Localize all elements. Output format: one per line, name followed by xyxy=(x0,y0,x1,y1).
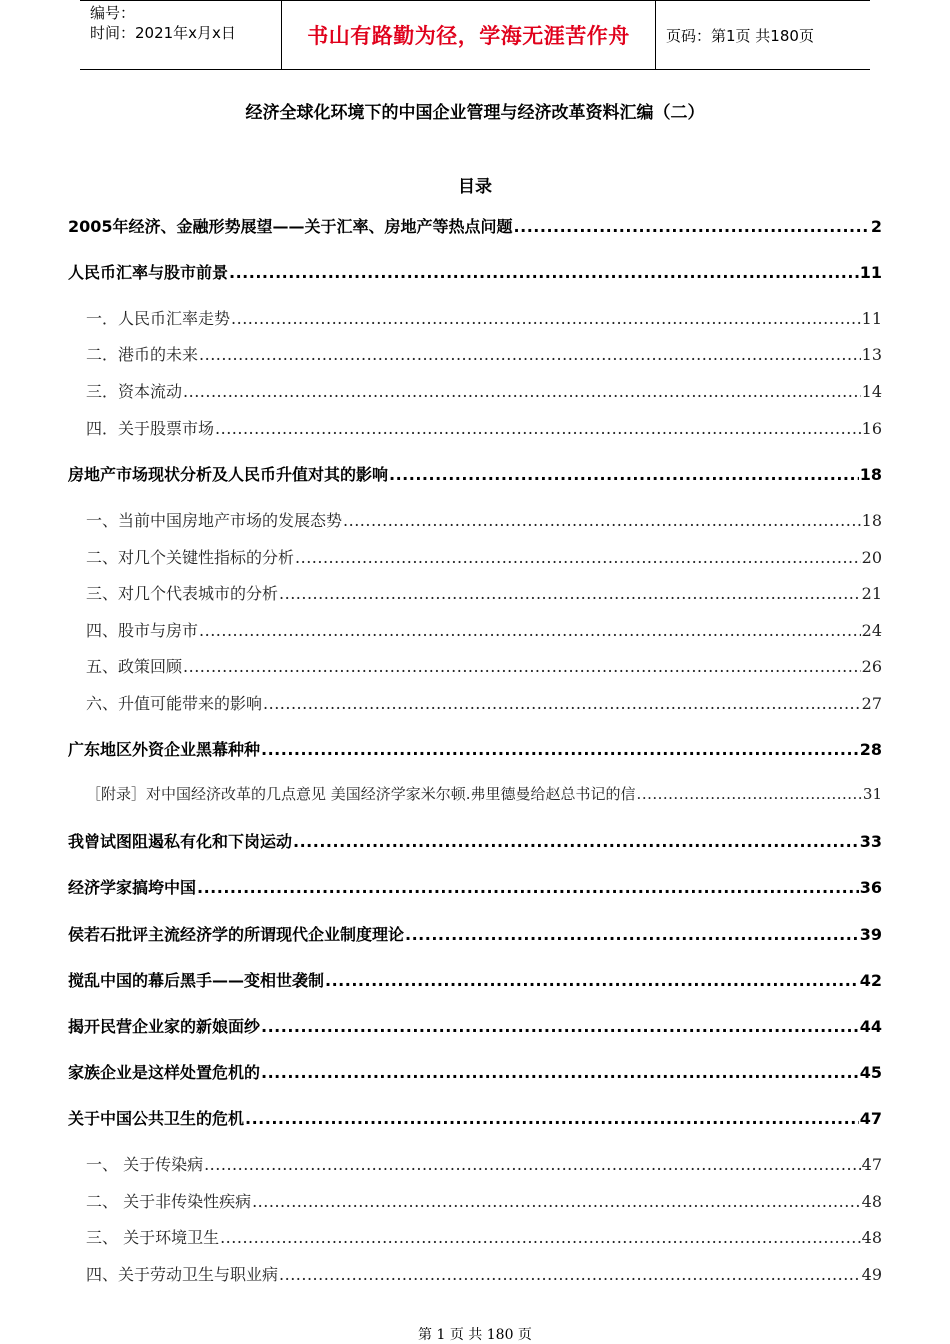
header-motto-cell xyxy=(282,1,656,69)
toc-entry-page: 18 xyxy=(859,465,882,484)
toc-entry-label: 二、 关于非传染性疾病 xyxy=(86,1192,252,1211)
header-motto: 书山有路勤为径，学海无涯苦作舟 xyxy=(307,24,630,48)
toc-subentry[interactable] xyxy=(86,654,882,677)
toc-entry[interactable] xyxy=(68,922,882,945)
toc-entry-page: 11 xyxy=(861,309,882,328)
toc-dot-leader xyxy=(405,925,859,944)
toc-entry-label: 四．关于股票市场 xyxy=(86,419,215,438)
toc-dot-leader xyxy=(229,263,859,282)
toc-subentry[interactable] xyxy=(86,1225,882,1248)
page-header xyxy=(80,0,870,70)
toc-entry-page: 49 xyxy=(861,1265,882,1284)
toc-entry-label: 四、关于劳动卫生与职业病 xyxy=(86,1265,279,1284)
toc-dot-leader xyxy=(261,1017,859,1036)
toc-dot-leader xyxy=(199,621,861,640)
toc-subentry[interactable] xyxy=(86,691,882,714)
toc-entry[interactable] xyxy=(68,260,882,283)
header-page-info: 页码：第1页 共180页 xyxy=(666,26,814,45)
toc-dot-leader xyxy=(293,832,859,851)
toc-entry-label: 二．港币的未来 xyxy=(86,345,199,364)
toc-dot-leader xyxy=(279,584,861,603)
toc-dot-leader xyxy=(252,1192,861,1211)
toc-entry-page: 13 xyxy=(861,345,882,364)
toc-dot-leader xyxy=(261,1063,859,1082)
toc-entry[interactable] xyxy=(68,875,882,898)
toc-entry-label: 搅乱中国的幕后黑手——变相世袭制 xyxy=(68,971,325,990)
toc-entry-label: 一．人民币汇率走势 xyxy=(86,309,231,328)
toc-entry-page: 48 xyxy=(861,1192,882,1211)
toc-entry-page: 48 xyxy=(861,1228,882,1247)
toc-subentry[interactable] xyxy=(86,783,882,804)
toc-entry-page: 11 xyxy=(859,263,882,282)
toc-entry-label: 二、对几个关键性指标的分析 xyxy=(86,548,295,567)
toc-entry-page: 27 xyxy=(861,694,882,713)
toc-subentry[interactable] xyxy=(86,379,882,402)
toc-dot-leader xyxy=(389,465,859,484)
toc-dot-leader xyxy=(245,1109,859,1128)
toc-dot-leader xyxy=(343,511,861,530)
document-time-label: 时间：2021年x月x日 xyxy=(90,24,236,42)
toc-entry-label: 广东地区外资企业黑幕种种 xyxy=(68,740,261,759)
toc-entry[interactable] xyxy=(68,1106,882,1129)
toc-entry-label: 三、对几个代表城市的分析 xyxy=(86,584,279,603)
toc-dot-leader xyxy=(197,878,859,897)
toc-dot-leader xyxy=(183,657,861,676)
toc-entry[interactable] xyxy=(68,1060,882,1083)
toc-entry-page: 14 xyxy=(861,382,882,401)
toc-entry-label: 四、股市与房市 xyxy=(86,621,199,640)
toc-entry-page: 36 xyxy=(859,878,882,897)
toc-entry-label: 关于中国公共卫生的危机 xyxy=(68,1109,245,1128)
toc-entry-label: 三．资本流动 xyxy=(86,382,183,401)
toc-dot-leader xyxy=(204,1155,861,1174)
toc-entry[interactable] xyxy=(68,1014,882,1037)
toc-entry-page: 39 xyxy=(859,925,882,944)
toc-entry-label: 三、 关于环境卫生 xyxy=(86,1228,220,1247)
toc-entry-label: 揭开民营企业家的新娘面纱 xyxy=(68,1017,261,1036)
toc-subentry[interactable] xyxy=(86,1152,882,1175)
toc-entry-page: 18 xyxy=(861,511,882,530)
toc-dot-leader xyxy=(514,217,870,236)
toc-subentry[interactable] xyxy=(86,545,882,568)
toc-dot-leader xyxy=(263,694,861,713)
toc-dot-leader xyxy=(220,1228,861,1247)
toc-dot-leader xyxy=(637,785,862,803)
toc-entry-page: 24 xyxy=(861,621,882,640)
toc-subentry[interactable] xyxy=(86,306,882,329)
toc-subentry[interactable] xyxy=(86,508,882,531)
toc-entry-page: 47 xyxy=(861,1155,882,1174)
toc-entry-page: 44 xyxy=(859,1017,882,1036)
toc-entry[interactable] xyxy=(68,462,882,485)
toc-entry[interactable] xyxy=(68,737,882,760)
toc-entry-page: 28 xyxy=(859,740,882,759)
toc-dot-leader xyxy=(231,309,861,328)
toc-heading: 目录 xyxy=(458,177,492,197)
toc-dot-leader xyxy=(295,548,861,567)
toc-entry-label: 一、当前中国房地产市场的发展态势 xyxy=(86,511,343,530)
toc-entry-page: 2 xyxy=(870,217,882,236)
toc-entry-page: 47 xyxy=(859,1109,882,1128)
toc-entry-label: 2005年经济、金融形势展望——关于汇率、房地产等热点问题 xyxy=(68,217,513,236)
toc-dot-leader xyxy=(199,345,861,364)
toc-subentry[interactable] xyxy=(86,342,882,365)
toc-entry-label: 人民币汇率与股市前景 xyxy=(68,263,229,282)
toc-dot-leader xyxy=(279,1265,861,1284)
toc-subentry[interactable] xyxy=(86,1189,882,1212)
toc-entry-label: 经济学家搞垮中国 xyxy=(68,878,197,897)
document-number-label: 编号： xyxy=(90,4,136,22)
toc-subentry[interactable] xyxy=(86,618,882,641)
toc-entry[interactable] xyxy=(68,968,882,991)
header-page-info-cell xyxy=(656,1,870,69)
toc-dot-leader xyxy=(261,740,859,759)
toc-entry-label: 五、政策回顾 xyxy=(86,657,183,676)
toc-entry-page: 33 xyxy=(859,832,882,851)
toc-entry[interactable] xyxy=(68,829,882,852)
toc-dot-leader xyxy=(215,419,861,438)
toc-entry-label: 六、升值可能带来的影响 xyxy=(86,694,263,713)
toc-entry-label: 家族企业是这样处置危机的 xyxy=(68,1063,261,1082)
document-title: 经济全球化环境下的中国企业管理与经济改革资料汇编（二） xyxy=(245,103,705,123)
toc-entry[interactable] xyxy=(68,214,882,237)
toc-entry-page: 16 xyxy=(861,419,882,438)
toc-subentry[interactable] xyxy=(86,1262,882,1285)
toc-entry-page: 21 xyxy=(861,584,882,603)
toc-subentry[interactable] xyxy=(86,416,882,439)
toc-entry-page: 20 xyxy=(861,548,882,567)
toc-entry-label: 我曾试图阻遏私有化和下岗运动 xyxy=(68,832,293,851)
toc-entry-page: 31 xyxy=(862,785,882,803)
page-footer: 第 1 页 共 180 页 xyxy=(418,1327,532,1343)
toc-subentry[interactable] xyxy=(86,581,882,604)
toc-entry-label: 侯若石批评主流经济学的所谓现代企业制度理论 xyxy=(68,925,405,944)
toc-entry-page: 42 xyxy=(859,971,882,990)
toc-dot-leader xyxy=(183,382,861,401)
toc-entry-page: 26 xyxy=(861,657,882,676)
toc-dot-leader xyxy=(325,971,859,990)
toc-entry-label: ［附录］对中国经济改革的几点意见 美国经济学家米尔顿.弗里德曼给赵总书记的信 xyxy=(86,785,636,803)
toc-entry-page: 45 xyxy=(859,1063,882,1082)
toc-entry-label: 一、 关于传染病 xyxy=(86,1155,204,1174)
header-meta xyxy=(80,1,282,69)
toc-entry-label: 房地产市场现状分析及人民币升值对其的影响 xyxy=(68,465,389,484)
